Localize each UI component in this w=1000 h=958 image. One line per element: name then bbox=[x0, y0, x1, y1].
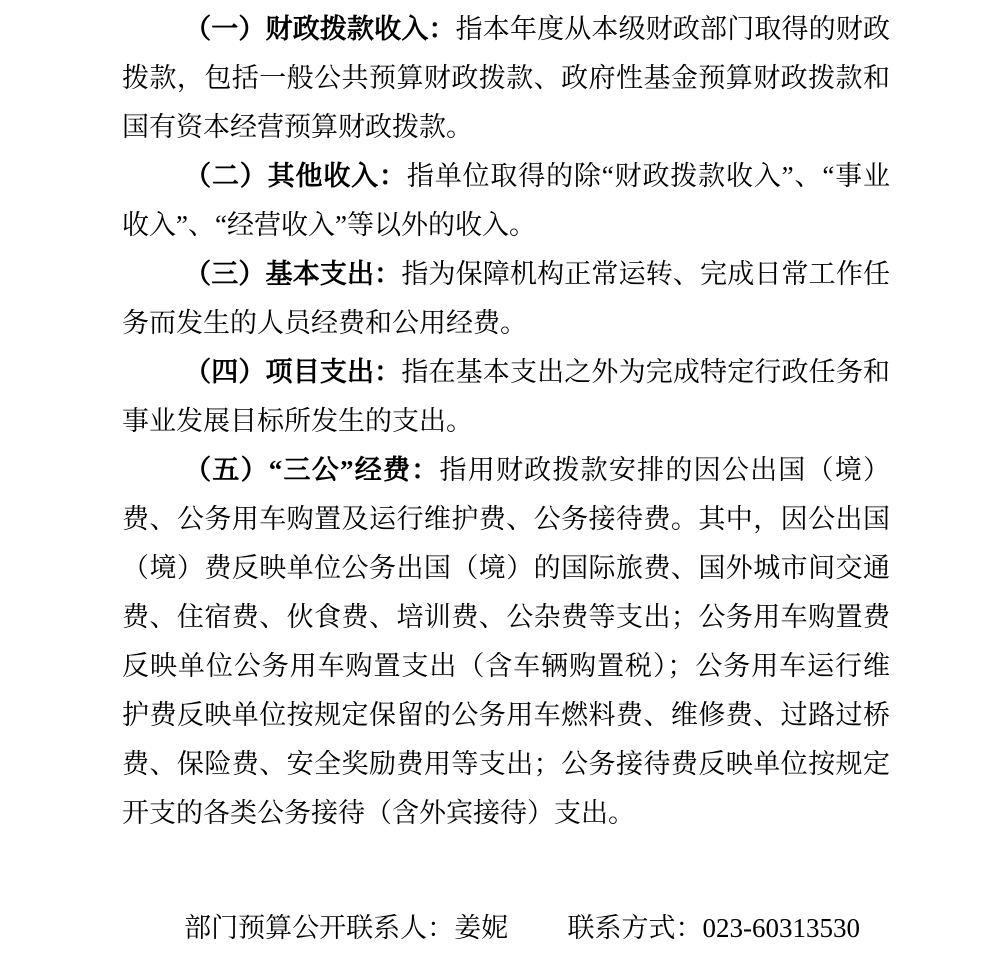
definition-paragraph-basic-expenditure bbox=[122, 250, 890, 348]
paragraph-lead: （五）“三公”经费： bbox=[184, 455, 440, 485]
paragraph-body: 指用财政拨款安排的因公出国（境）费、公务用车购置及运行维护费、公务接待费。其中，因公出国（境）费反映单位公务出国（境）的国际旅费、国外城市间交通费、住宿费、伙食费、培训费、公杂费等支出；公务用车购置费反映单位公务用车购置支出（含车辆购置税）；公务用车运行维护费反映单位按规定保留的公务用车燃料费、维修费、过路过桥费、保险费、安全奖励费用等支出；公务接待费反映单位按规定开支的各类公务接待（含外宾接待）支出。 bbox=[122, 455, 891, 828]
definition-paragraph-project-expenditure bbox=[122, 348, 890, 446]
contact-phone-label: 联系方式： bbox=[567, 913, 703, 943]
definition-paragraph-other-income bbox=[122, 152, 890, 250]
contact-line bbox=[122, 904, 890, 953]
definition-paragraph-fiscal-appropriation-income bbox=[122, 5, 890, 152]
contact-person-label: 部门预算公开联系人： bbox=[184, 913, 455, 943]
paragraph-lead: （二）其他收入： bbox=[184, 161, 407, 191]
paragraph-body: 指为保障机构正常运转、完成日常工作任务而发生的人员经费和公用经费。 bbox=[122, 259, 890, 338]
contact-phone-number: 023-60313530 bbox=[702, 913, 860, 943]
contact-phone bbox=[567, 913, 860, 943]
paragraph-lead: （一）财政拨款收入： bbox=[184, 14, 456, 44]
paragraph-lead: （三）基本支出： bbox=[184, 259, 402, 289]
contact-person bbox=[184, 913, 508, 943]
paragraph-body: 指在基本支出之外为完成特定行政任务和事业发展目标所发生的支出。 bbox=[122, 357, 890, 436]
paragraph-body: 指单位取得的除“财政拨款收入”、“事业收入”、“经营收入”等以外的收入。 bbox=[122, 161, 891, 240]
paragraph-body: 指本年度从本级财政部门取得的财政拨款，包括一般公共预算财政拨款、政府性基金预算财政拨款和国有资本经营预算财政拨款。 bbox=[122, 14, 890, 142]
contact-person-name: 姜妮 bbox=[454, 913, 509, 943]
definition-paragraph-three-public-funds bbox=[122, 446, 890, 838]
paragraph-lead: （四）项目支出： bbox=[184, 357, 402, 387]
